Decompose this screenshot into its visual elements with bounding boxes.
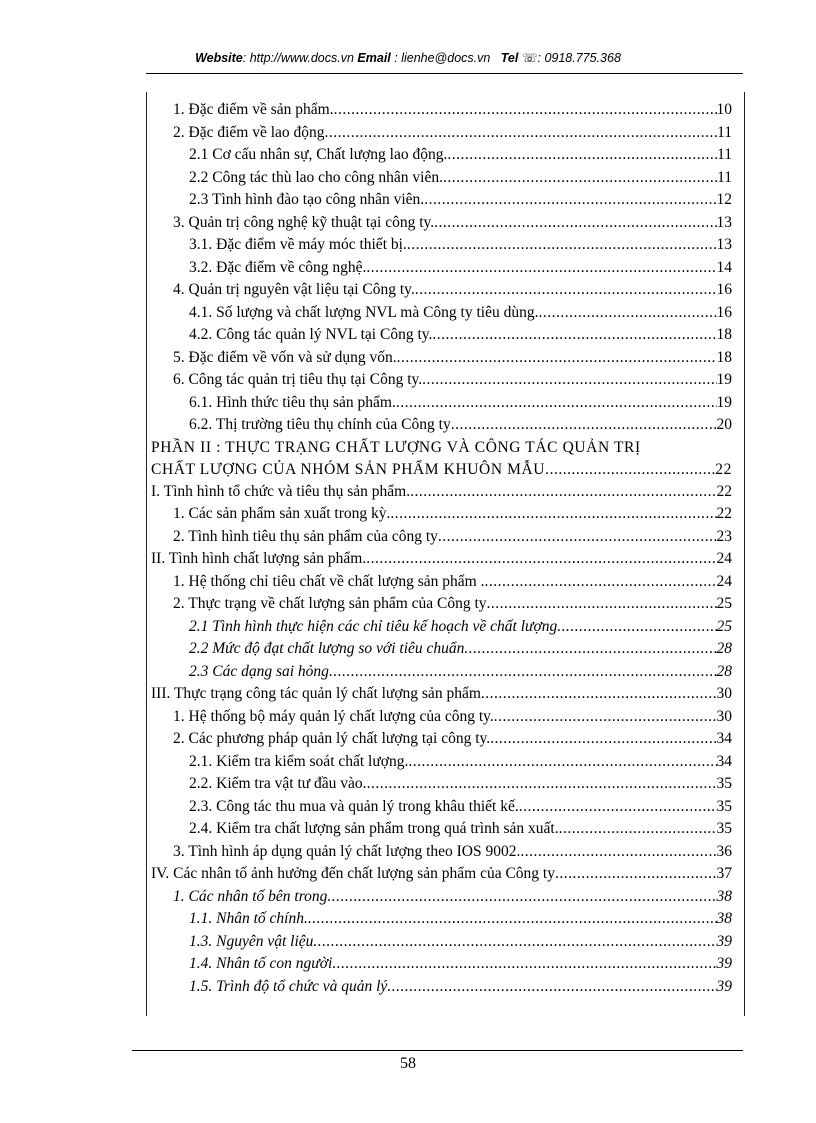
toc-entry-title: 2. Đặc điểm về lao động [173, 123, 325, 141]
toc-entry[interactable] [147, 122, 740, 145]
toc-entry[interactable] [147, 863, 740, 886]
toc-leader-dots [451, 414, 717, 437]
toc-leader-dots [438, 526, 717, 549]
toc-entry-page: 24 [716, 550, 732, 567]
toc-entry-page: 37 [716, 865, 732, 882]
toc-entry-title: 1. Các nhân tố bên trong [173, 887, 328, 905]
toc-entry[interactable] [147, 886, 740, 909]
toc-entry-title: 5. Đặc điểm về vốn và sử dụng vốn. [173, 348, 397, 366]
toc-entry-title: III. Thực trạng công tác quản lý chất lượng sản phẩm [151, 685, 481, 702]
toc-leader-dots [415, 279, 717, 302]
part2-title [147, 437, 740, 481]
toc-entry-title: 4.2. Công tác quản lý NVL tại Công ty. [189, 326, 433, 343]
toc-entry-page: 28 [716, 662, 732, 680]
toc-entry[interactable] [147, 347, 740, 370]
toc-entry[interactable] [147, 144, 740, 167]
toc-leader-dots [387, 976, 716, 999]
toc-entry[interactable] [147, 751, 740, 774]
toc-leader-dots [397, 347, 717, 370]
toc-leader-dots [366, 548, 716, 571]
toc-leader-dots [308, 908, 717, 931]
toc-entry-title: IV. Các nhân tố ảnh hưởng đến chất lượng sản phẩm của Công ty [151, 865, 555, 882]
toc-leader-dots [432, 324, 716, 347]
toc-entry-title: 2.2 Công tác thù lao cho công nhân viên. [189, 168, 443, 186]
toc-entry-page: 38 [716, 887, 732, 905]
toc-entry-title: 6.2. Thị trường tiêu thụ chính của Công ty [189, 416, 451, 433]
header-divider [146, 73, 743, 74]
part2-page: 22 [715, 460, 732, 478]
toc-entry-title: 2. Các phương pháp quản lý chất lượng tại công ty. [173, 730, 491, 747]
toc-entry-title: 1. Hệ thống chỉ tiêu chất về chất lượng sản phẩm . [173, 572, 485, 590]
toc-entry-page: 30 [716, 685, 732, 702]
toc-section-part2 [147, 481, 740, 999]
toc-entry[interactable] [147, 818, 740, 841]
toc-entry-page: 12 [716, 191, 732, 208]
toc-entry-page: 13 [716, 236, 732, 253]
toc-entry[interactable] [147, 548, 740, 571]
toc-entry[interactable] [147, 796, 740, 819]
toc-leader-dots [329, 661, 717, 684]
toc-entry-title: 1.3. Nguyên vật liệu [189, 932, 314, 950]
toc-leader-dots [538, 302, 716, 325]
toc-entry-page: 34 [716, 730, 732, 747]
toc-entry-title: 2.3. Công tác thu mua và quản lý trong khâu thiết kế. [189, 797, 519, 815]
toc-entry-title: 1.4. Nhân tố con người [189, 955, 333, 972]
toc-entry-page: 22 [716, 482, 732, 500]
toc-entry-page: 30 [716, 707, 732, 725]
toc-leader-dots [366, 257, 716, 280]
toc-entry[interactable] [147, 212, 740, 235]
toc-leader-dots [490, 728, 716, 751]
toc-leader-dots [334, 99, 717, 122]
phone-icon: ☏ [521, 51, 538, 65]
toc-entry-page: 25 [716, 617, 732, 635]
toc-entry-title: 3.1. Đặc điểm về máy móc thiết bị. [189, 236, 407, 253]
toc-entry-title: 2.1 Tình hình thực hiện các chỉ tiêu kế hoạch về chất lượng [189, 617, 558, 635]
toc-entry-page: 20 [716, 416, 732, 433]
toc-entry[interactable] [147, 503, 740, 526]
toc-entry-page: 35 [716, 775, 732, 792]
toc-leader-dots [422, 369, 716, 392]
toc-entry[interactable] [147, 571, 740, 594]
toc-leader-dots [325, 122, 718, 145]
toc-entry-title: 6. Công tác quản trị tiêu thụ tại Công ty. [173, 371, 423, 388]
toc-entry[interactable] [147, 616, 740, 639]
toc-entry-title: 2.2. Kiểm tra vật tư đầu vào. [189, 775, 367, 792]
footer-divider [132, 1050, 743, 1051]
toc-entry[interactable] [147, 324, 740, 347]
toc-entry-title: 3. Tình hình áp dụng quản lý chất lượng theo IOS 9002. [173, 842, 521, 860]
toc-entry-page: 24 [716, 572, 732, 590]
toc-entry-page: 19 [716, 371, 732, 388]
toc-leader-dots [484, 571, 716, 594]
toc-leader-dots [487, 593, 717, 616]
toc-leader-dots [481, 683, 717, 706]
toc-entry-page: 10 [716, 101, 732, 118]
toc-entry-page: 18 [716, 348, 732, 366]
toc-entry-page: 34 [716, 752, 732, 770]
table-of-contents [147, 99, 740, 998]
toc-entry[interactable] [147, 99, 740, 122]
toc-entry-page: 14 [716, 258, 732, 276]
toc-entry-page: 35 [716, 820, 732, 837]
toc-leader-dots [494, 706, 717, 729]
toc-entry[interactable] [147, 234, 740, 257]
toc-entry-title: 1. Hệ thống bộ máy quản lý chất lượng của công ty. [173, 707, 494, 725]
toc-leader-dots [424, 189, 716, 212]
toc-entry[interactable] [147, 167, 740, 190]
toc-section-part1 [147, 99, 740, 437]
toc-entry[interactable] [147, 257, 740, 280]
toc-leader-dots [332, 953, 716, 976]
website-label: Website [195, 51, 243, 65]
toc-entry[interactable] [147, 953, 740, 976]
part2-title-line1: PHẦN II : THỰC TRẠNG CHẤT LƯỢNG VÀ CÔNG TÁC QUẢN TRỊ [151, 438, 641, 456]
toc-leader-dots [434, 212, 716, 235]
toc-entry[interactable] [147, 369, 740, 392]
toc-entry-page: 11 [717, 168, 732, 186]
toc-entry-title: 2.3 Tình hình đào tạo công nhân viên. [189, 191, 425, 208]
toc-entry-title: 1. Các sản phẩm sản xuất trong kỳ. [173, 505, 391, 522]
toc-leader-dots [443, 167, 717, 190]
toc-entry-title: 1.5. Trình độ tổ chức và quản lý [189, 977, 388, 995]
toc-leader-dots [520, 841, 716, 864]
toc-entry-page: 39 [716, 955, 732, 972]
toc-leader-dots [557, 616, 716, 639]
toc-entry-title: 2. Thực trạng về chất lượng sản phẩm của Công ty [173, 595, 487, 612]
toc-leader-dots [519, 796, 717, 819]
tel-value: : 0918.775.368 [537, 51, 621, 65]
toc-entry-page: 39 [716, 977, 732, 995]
toc-entry-page: 39 [716, 932, 732, 950]
toc-entry[interactable] [147, 638, 740, 661]
toc-entry-page: 35 [716, 797, 732, 815]
toc-entry-title: 2.2 Mức độ đạt chất lượng so với tiêu chuẩn [189, 640, 465, 657]
toc-entry-page: 28 [716, 640, 732, 657]
toc-entry-title: 4. Quản trị nguyên vật liệu tại Công ty. [173, 281, 415, 298]
part2-title-row [151, 459, 740, 481]
toc-entry[interactable] [147, 683, 740, 706]
toc-entry[interactable] [147, 841, 740, 864]
toc-leader-dots [408, 751, 716, 774]
email-value: : lienhe@docs.vn [390, 51, 491, 65]
toc-leader-dots [396, 392, 717, 415]
toc-entry-title: 2.3 Các dạng sai hỏng [189, 662, 329, 680]
toc-entry-title: 3. Quản trị công nghệ kỹ thuật tại công ty. [173, 213, 435, 231]
toc-entry[interactable] [147, 976, 740, 999]
toc-entry-title: 6.1. Hình thức tiêu thụ sản phẩm. [189, 393, 396, 411]
toc-entry[interactable] [147, 931, 740, 954]
toc-entry[interactable] [147, 908, 740, 931]
toc-entry-page: 16 [716, 281, 732, 298]
toc-leader-dots [555, 863, 717, 886]
toc-entry[interactable] [147, 593, 740, 616]
toc-entry[interactable] [147, 661, 740, 684]
toc-entry-page: 22 [716, 505, 732, 522]
toc-leader-dots [464, 638, 716, 661]
toc-entry-title: 1. Đặc điểm về sản phẩm. [173, 101, 334, 118]
toc-entry-title: 1.1. Nhân tố chính. [189, 910, 308, 927]
toc-leader-dots [550, 459, 716, 481]
email-label: Email [357, 51, 391, 65]
toc-entry-page: 16 [716, 303, 732, 321]
toc-entry[interactable] [147, 481, 740, 504]
toc-entry-title: 2.1. Kiểm tra kiểm soát chất lượng. [189, 752, 409, 770]
part2-title-line2: CHẤT LƯỢNG CỦA NHÓM SẢN PHẨM KHUÔN MẪU. [151, 460, 550, 478]
toc-entry-page: 11 [717, 146, 732, 163]
toc-entry-title: I. Tình hình tổ chức và tiêu thụ sản phẩm. [151, 482, 411, 500]
toc-entry[interactable] [147, 302, 740, 325]
toc-leader-dots [410, 481, 716, 504]
toc-entry-title: 2.4. Kiểm tra chất lượng sản phẩm trong quá trình sản xuất. [189, 820, 559, 837]
toc-leader-dots [367, 773, 717, 796]
tel-label: Tel [500, 51, 519, 65]
toc-entry-title: II. Tình hình chất lượng sản phẩm. [151, 550, 367, 567]
toc-leader-dots [327, 886, 716, 909]
toc-entry-title: 3.2. Đặc điểm về công nghệ. [189, 258, 367, 276]
toc-leader-dots [559, 818, 717, 841]
toc-entry-page: 36 [716, 842, 732, 860]
toc-leader-dots [313, 931, 716, 954]
toc-entry-page: 23 [716, 527, 732, 545]
toc-entry[interactable] [147, 279, 740, 302]
toc-entry-page: 11 [717, 123, 732, 141]
toc-entry[interactable] [147, 706, 740, 729]
page-number: 58 [400, 1055, 416, 1072]
toc-entry-title: 4.1. Số lượng và chất lượng NVL mà Công ty tiêu dùng. [189, 303, 539, 321]
toc-entry[interactable] [147, 728, 740, 751]
website-value: : http://www.docs.vn [242, 51, 354, 65]
toc-entry-title: 2.1 Cơ cấu nhân sự, Chất lượng lao động. [189, 146, 448, 163]
toc-entry[interactable] [147, 392, 740, 415]
toc-entry[interactable] [147, 526, 740, 549]
page-header [0, 50, 816, 65]
toc-entry[interactable] [147, 773, 740, 796]
toc-leader-dots [390, 503, 716, 526]
toc-entry-title: 2. Tình hình tiêu thụ sản phẩm của công ty [173, 527, 438, 545]
toc-leader-dots [407, 234, 717, 257]
toc-entry[interactable] [147, 414, 740, 437]
toc-entry-page: 38 [716, 910, 732, 927]
toc-leader-dots [447, 144, 717, 167]
toc-entry-page: 25 [716, 595, 732, 612]
toc-entry-page: 19 [716, 393, 732, 411]
toc-entry[interactable] [147, 189, 740, 212]
toc-entry-page: 13 [716, 213, 732, 231]
toc-entry-page: 18 [716, 326, 732, 343]
